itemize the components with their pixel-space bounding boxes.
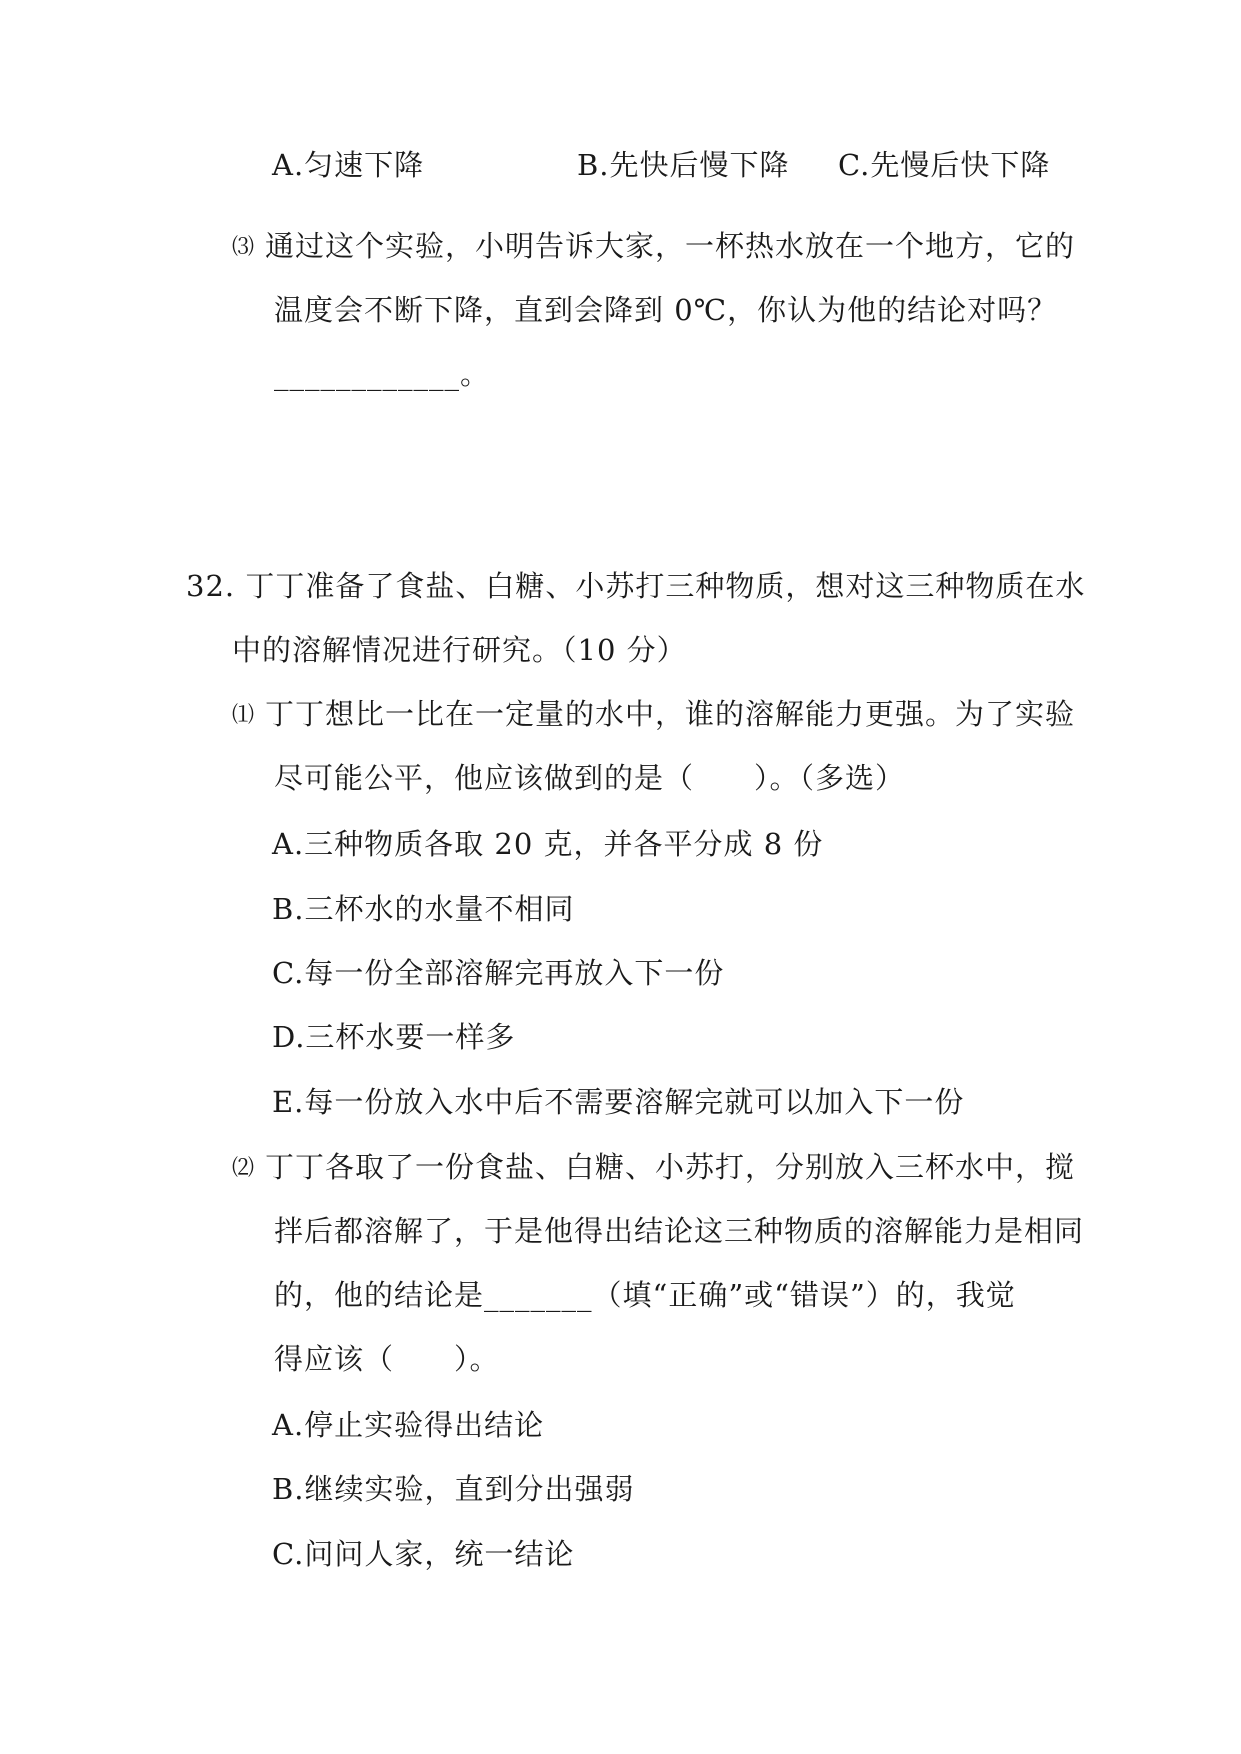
q32-part2-line1	[232, 1147, 1075, 1189]
q31-option-c: C.先慢后快下降	[838, 148, 1051, 182]
q32-stem-line2: 中的溶解情况进行研究。（10 分）	[232, 633, 687, 667]
q31-option-a: A.匀速下降	[272, 148, 425, 182]
q32-part2-line3: 的，他的结论是_______（填“正确”或“错误”）的，我觉	[274, 1278, 1016, 1312]
q32-part1-text-1: 丁丁想比一比在一定量的水中，谁的溶解能力更强。为了实验	[265, 697, 1076, 731]
q32-part1-option-b: B.三杯水的水量不相同	[272, 892, 575, 926]
q32-stem-line1: 32. 丁丁准备了食盐、白糖、小苏打三种物质，想对这三种物质在水	[186, 569, 1086, 603]
q32-part2-label: ⑵	[232, 1156, 256, 1181]
q32-part2-option-c: C.问问人家，统一结论	[272, 1537, 575, 1571]
q32-part1-line1	[232, 694, 1075, 736]
q31-part3-label: ⑶	[232, 235, 256, 260]
q32-part2-line4: 得应该（ ）。	[274, 1342, 500, 1376]
q32-part2-option-a: A.停止实验得出结论	[272, 1408, 545, 1442]
q31-part3-text-1: 通过这个实验，小明告诉大家，一杯热水放在一个地方，它的	[265, 229, 1076, 263]
q32-part1-option-e: E.每一份放入水中后不需要溶解完就可以加入下一份	[272, 1085, 965, 1119]
q32-part2-text-1: 丁丁各取了一份食盐、白糖、小苏打，分别放入三杯水中，搅	[265, 1150, 1076, 1184]
q32-part1-label: ⑴	[232, 703, 256, 728]
q32-part1-option-c: C.每一份全部溶解完再放入下一份	[272, 956, 725, 990]
q32-part1-option-d: D.三杯水要一样多	[272, 1020, 516, 1054]
q31-option-b: B.先快后慢下降	[577, 148, 790, 182]
q31-part3-answer-line: ____________。	[274, 357, 491, 391]
q32-part1-option-a: A.三种物质各取 20 克，并各平分成 8 份	[272, 827, 824, 861]
q32-part2-line2: 拌后都溶解了，于是他得出结论这三种物质的溶解能力是相同	[274, 1214, 1085, 1248]
q32-part1-line2: 尽可能公平，他应该做到的是（ ）。（多选）	[274, 761, 906, 795]
q31-part3-line1	[232, 226, 1075, 268]
q32-part2-option-b: B.继续实验，直到分出强弱	[272, 1472, 635, 1506]
q31-part3-line2: 温度会不断下降，直到会降到 0℃，你认为他的结论对吗？	[274, 293, 1058, 327]
